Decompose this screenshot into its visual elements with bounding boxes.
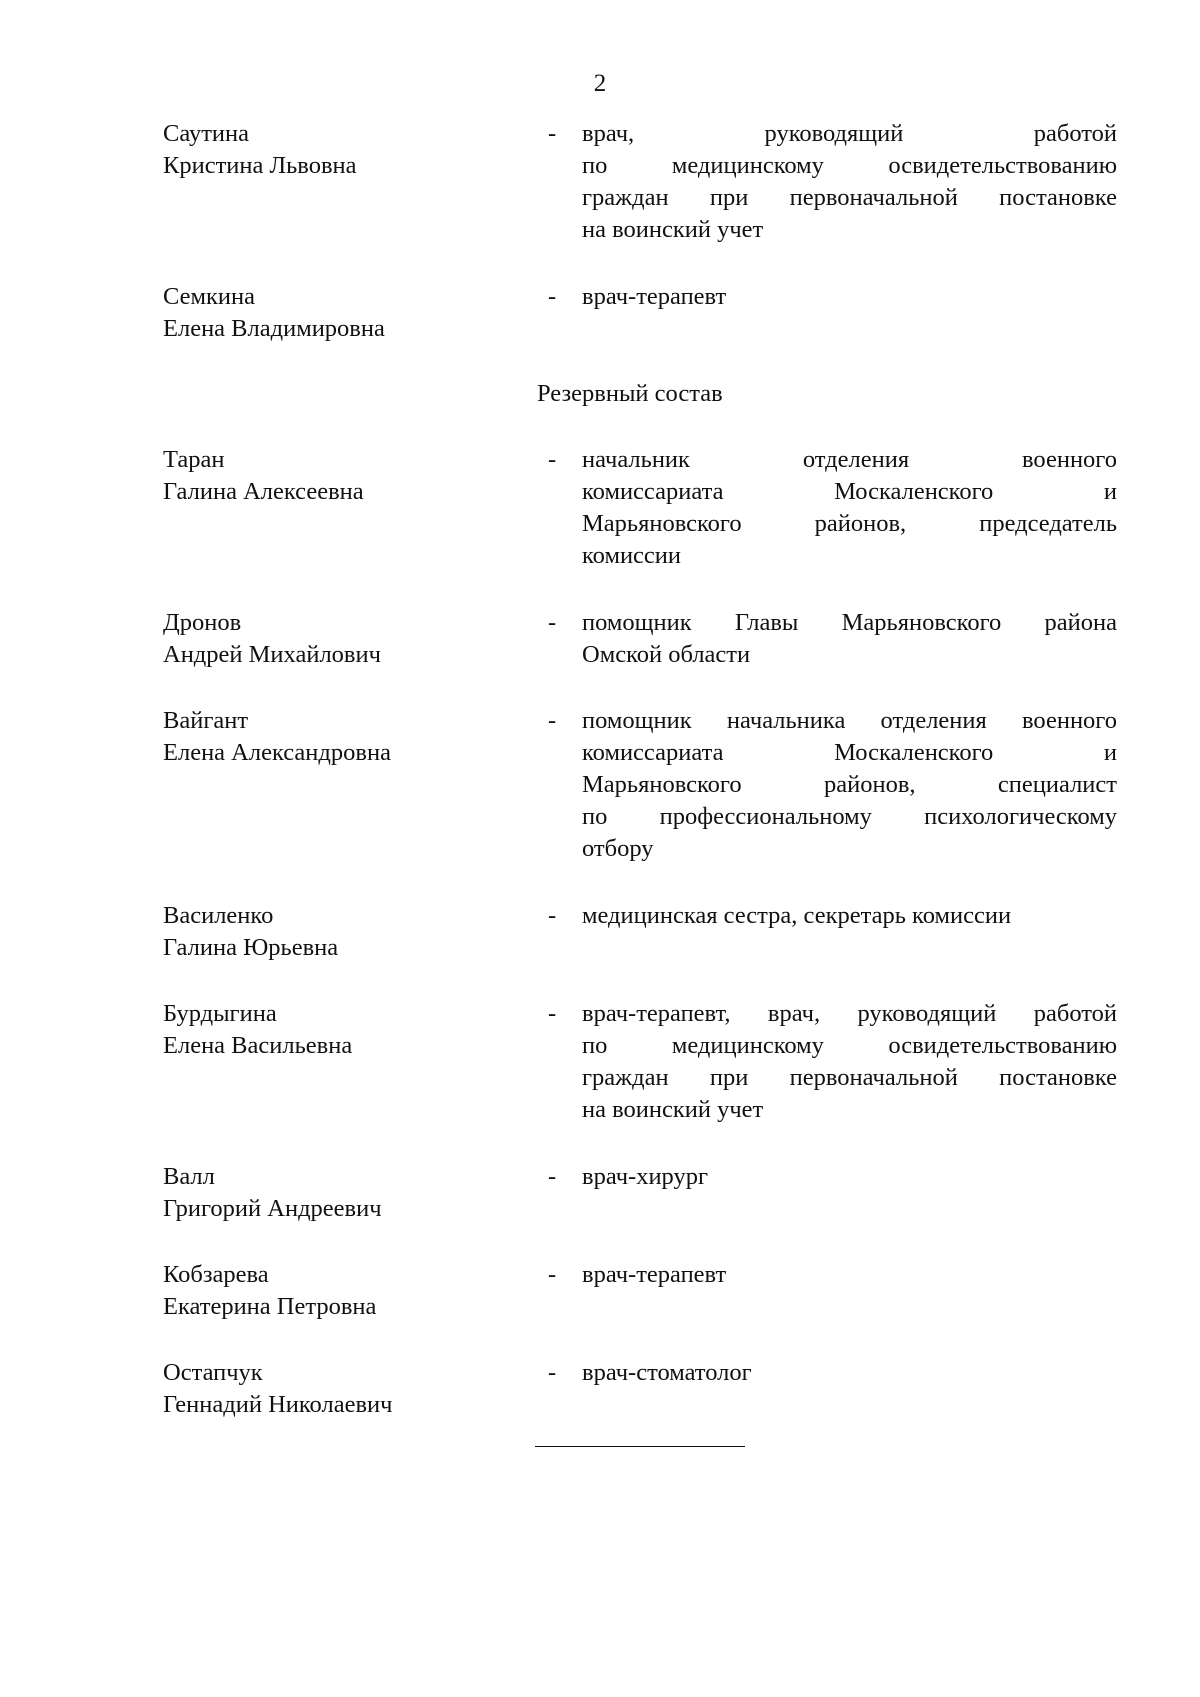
role-line: помощник начальника отделения военного	[582, 707, 1117, 734]
member-role	[582, 444, 1117, 572]
role-line: по медицинскому освидетельствованию	[582, 152, 1117, 179]
separator-dash: -	[548, 1163, 557, 1190]
member-surname: Дронов	[163, 609, 242, 636]
role-line: врач, руководящий работой	[582, 120, 1117, 147]
role-line: на воинский учет	[582, 1096, 764, 1123]
role-line: комиссариата Москаленского и	[582, 478, 1117, 505]
member-name	[163, 1259, 523, 1323]
member-surname: Вайгант	[163, 707, 249, 734]
role-line: комиссии	[582, 542, 682, 569]
separator-dash: -	[548, 120, 557, 147]
member-given-name: Геннадий Николаевич	[163, 1391, 393, 1418]
separator-dash: -	[548, 1000, 557, 1027]
member-role	[582, 900, 1117, 932]
role-line: врач-хирург	[582, 1163, 709, 1190]
separator-dash: -	[548, 902, 557, 929]
member-role	[582, 705, 1117, 865]
role-line: граждан при первоначальной постановке	[582, 1064, 1117, 1091]
role-line: помощник Главы Марьяновского района	[582, 609, 1117, 636]
separator-dash: -	[548, 1261, 557, 1288]
role-line: на воинский учет	[582, 216, 764, 243]
member-surname: Остапчук	[163, 1359, 263, 1386]
member-given-name: Елена Владимировна	[163, 315, 385, 342]
member-name	[163, 118, 523, 182]
member-given-name: Елена Александровна	[163, 739, 391, 766]
member-given-name: Екатерина Петровна	[163, 1293, 377, 1320]
member-given-name: Галина Алексеевна	[163, 478, 364, 505]
role-line: Марьяновского районов, специалист	[582, 771, 1117, 798]
separator-dash: -	[548, 283, 557, 310]
member-surname: Таран	[163, 446, 225, 473]
member-name	[163, 1161, 523, 1225]
member-given-name: Кристина Львовна	[163, 152, 357, 179]
member-role	[582, 607, 1117, 671]
member-role	[582, 1161, 1117, 1193]
page-number: 2	[593, 70, 607, 97]
separator-dash: -	[548, 707, 557, 734]
member-role	[582, 998, 1117, 1126]
member-given-name: Андрей Михайлович	[163, 641, 381, 668]
role-line: Марьяновского районов, председатель	[582, 510, 1117, 537]
member-surname: Бурдыгина	[163, 1000, 277, 1027]
member-role	[582, 1357, 1117, 1389]
member-surname: Семкина	[163, 283, 256, 310]
role-line: врач-терапевт	[582, 283, 727, 310]
role-line: врач-терапевт, врач, руководящий работой	[582, 1000, 1117, 1027]
member-name	[163, 1357, 523, 1421]
role-line: граждан при первоначальной постановке	[582, 184, 1117, 211]
role-line: Омской области	[582, 641, 751, 668]
member-name	[163, 281, 523, 345]
member-role	[582, 1259, 1117, 1291]
member-surname: Кобзарева	[163, 1261, 269, 1288]
role-line: по медицинскому освидетельствованию	[582, 1032, 1117, 1059]
member-given-name: Галина Юрьевна	[163, 934, 339, 961]
separator-dash: -	[548, 446, 557, 473]
role-line: врач-стоматолог	[582, 1359, 752, 1386]
role-line: по профессиональному психологическому	[582, 803, 1117, 830]
role-line: отбору	[582, 835, 654, 862]
member-name	[163, 444, 523, 508]
member-role	[582, 281, 1117, 313]
member-name	[163, 900, 523, 964]
role-line: медицинская сестра, секретарь комиссии	[582, 902, 1012, 929]
end-of-list-rule	[535, 1446, 745, 1447]
member-name	[163, 607, 523, 671]
member-given-name: Елена Васильевна	[163, 1032, 353, 1059]
section-title-reserve: Резервный состав	[537, 380, 723, 407]
separator-dash: -	[548, 609, 557, 636]
member-surname: Саутина	[163, 120, 250, 147]
member-role	[582, 118, 1117, 246]
role-line: комиссариата Москаленского и	[582, 739, 1117, 766]
member-surname: Валл	[163, 1163, 215, 1190]
role-line: врач-терапевт	[582, 1261, 727, 1288]
role-line: начальник отделения военного	[582, 446, 1117, 473]
member-surname: Василенко	[163, 902, 274, 929]
member-given-name: Григорий Андреевич	[163, 1195, 382, 1222]
member-name	[163, 705, 523, 769]
separator-dash: -	[548, 1359, 557, 1386]
member-name	[163, 998, 523, 1062]
